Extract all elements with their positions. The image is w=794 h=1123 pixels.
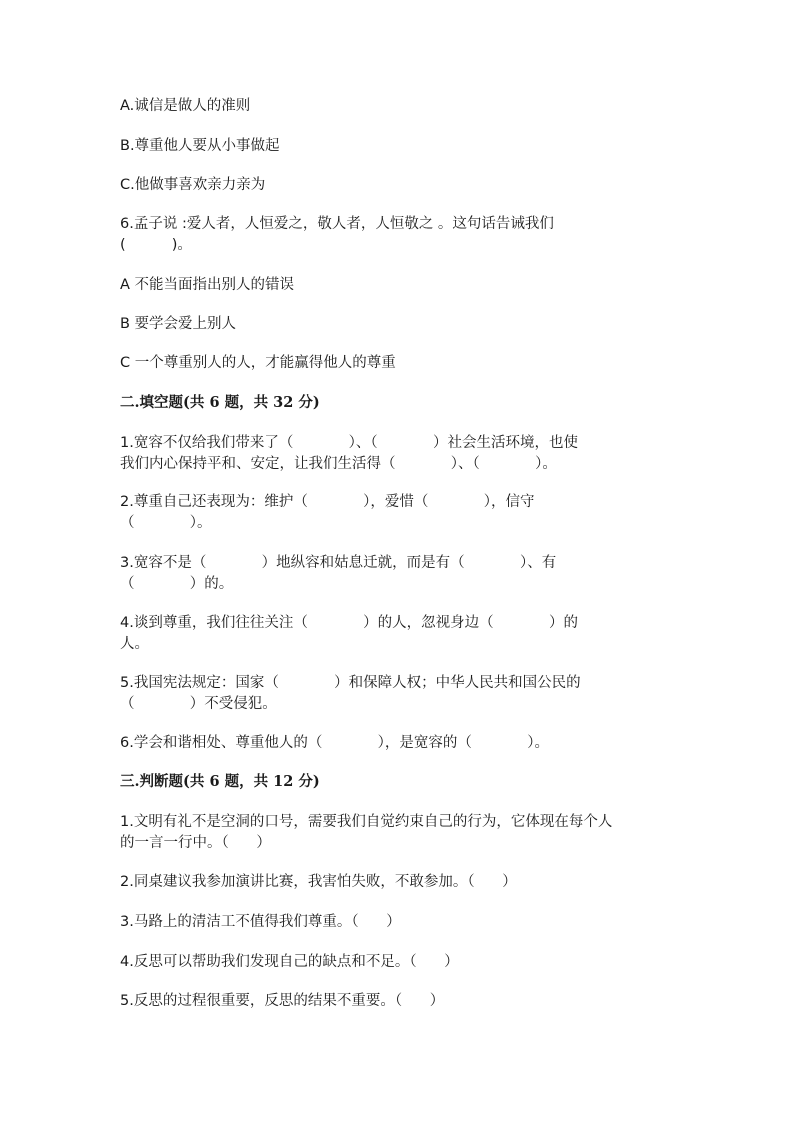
fill-item-6-line1: 6.学会和谐相处、尊重他人的（ ），是宽容的（ ）。 <box>120 735 549 751</box>
judge-item-3: 3.马路上的清洁工不值得我们尊重。（ ） <box>120 914 401 930</box>
fill-item-4-line2: 人。 <box>120 636 149 652</box>
judge-item-1-line1: 1.文明有礼不是空洞的口号，需要我们自觉约束自己的行为，它体现在每个人 <box>120 814 613 830</box>
question-6-line2: ( )。 <box>120 237 192 253</box>
fill-item-4-line1: 4.谈到尊重，我们往往关注（ ）的人，忽视身边（ ）的 <box>120 615 578 631</box>
fill-item-2-line1: 2.尊重自己还表现为：维护（ ），爱惜（ ），信守 <box>120 494 535 510</box>
judge-item-2: 2.同桌建议我参加演讲比赛，我害怕失败，不敢参加。（ ） <box>120 874 517 890</box>
fill-item-3-line2: （ ）的。 <box>120 576 234 592</box>
option-b: B.尊重他人要从小事做起 <box>120 138 280 154</box>
fill-item-5-line2: （ ）不受侵犯。 <box>120 696 277 712</box>
q6-option-b: B 要学会爱上别人 <box>120 316 237 332</box>
judge-item-1-line2: 的一言一行中。（ ） <box>120 835 271 851</box>
fill-item-3-line1: 3.宽容不是（ ）地纵容和姑息迁就，而是有（ ）、有 <box>120 555 557 571</box>
q6-option-a: A 不能当面指出别人的错误 <box>120 277 295 293</box>
section-2-heading: 二.填空题(共 6 题，共 32 分) <box>120 394 320 411</box>
option-c: C.他做事喜欢亲力亲为 <box>120 177 266 193</box>
fill-item-1-line2: 我们内心保持平和、安定，让我们生活得（ ）、（ ）。 <box>120 456 557 472</box>
q6-option-c: C 一个尊重别人的人，才能赢得他人的尊重 <box>120 355 396 371</box>
question-6-line1: 6.孟子说 :爱人者，人恒爱之，敬人者，人恒敬之 。这句话告诫我们 <box>120 216 554 232</box>
option-a: A.诚信是做人的准则 <box>120 98 251 114</box>
judge-item-5: 5.反思的过程很重要，反思的结果不重要。（ ） <box>120 993 445 1009</box>
fill-item-2-line2: （ ）。 <box>120 515 212 531</box>
fill-item-5-line1: 5.我国宪法规定：国家（ ）和保障人权；中华人民共和国公民的 <box>120 675 581 691</box>
judge-item-4: 4.反思可以帮助我们发现自己的缺点和不足。（ ） <box>120 954 459 970</box>
fill-item-1-line1: 1.宽容不仅给我们带来了（ ）、（ ）社会生活环境，也使 <box>120 435 578 451</box>
section-3-heading: 三.判断题(共 6 题，共 12 分) <box>120 773 320 790</box>
